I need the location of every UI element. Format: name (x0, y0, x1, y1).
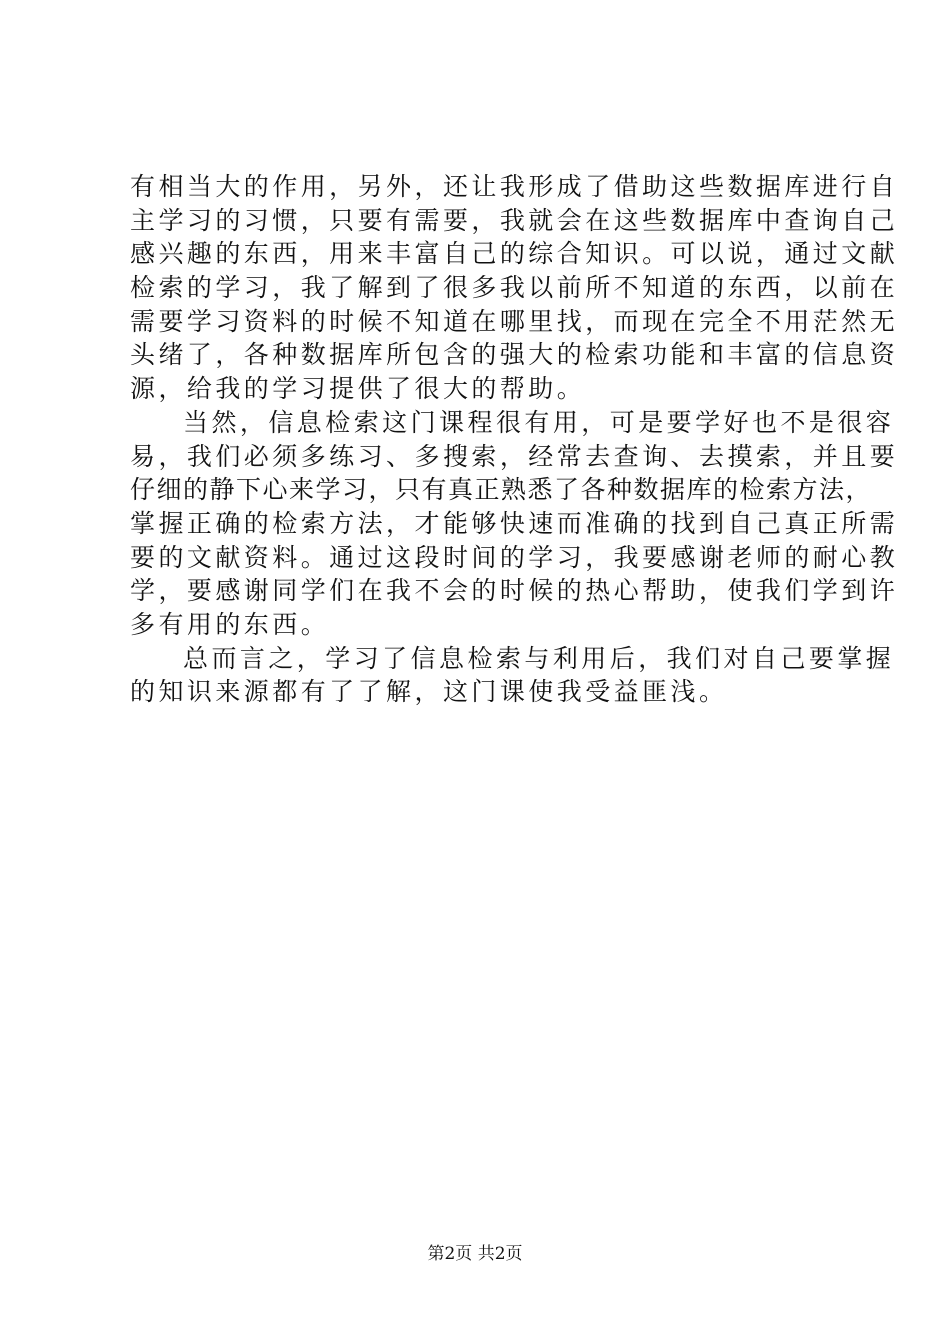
paragraph-1-line-6: 头绪了，各种数据库所包含的强大的检索功能和丰富的信息资 (130, 340, 899, 370)
paragraph-2-line-7: 多有用的东西。 (130, 609, 330, 639)
paragraph-2-line-3: 仔细的静下心来学习，只有真正熟悉了各种数据库的检索方法， (130, 475, 873, 505)
paragraph-1-line-2: 主学习的习惯，只要有需要，我就会在这些数据库中查询自己 (130, 205, 899, 235)
paragraph-2-line-4: 掌握正确的检索方法，才能够快速而准确的找到自己真正所需 (130, 508, 899, 538)
paragraph-3-line-1: 总而言之，学习了信息检索与利用后，我们对自己要掌握 (183, 643, 895, 673)
paragraph-1-line-7: 源，给我的学习提供了很大的帮助。 (130, 374, 586, 404)
paragraph-1-line-1: 有相当大的作用，另外，还让我形成了借助这些数据库进行自 (130, 172, 899, 201)
paragraph-2-line-1: 当然，信息检索这门课程很有用，可是要学好也不是很容 (183, 407, 895, 437)
paragraph-2-line-2: 易，我们必须多练习、多搜索，经常去查询、去摸索，并且要 (130, 441, 899, 471)
paragraph-3-line-2: 的知识来源都有了了解，这门课使我受益匪浅。 (130, 677, 728, 707)
paragraph-2-line-5: 要的文献资料。通过这段时间的学习，我要感谢老师的耐心教 (130, 542, 899, 572)
paragraph-2-line-6: 学，要感谢同学们在我不会的时候的热心帮助，使我们学到许 (130, 576, 899, 606)
paragraph-1-line-3: 感兴趣的东西，用来丰富自己的综合知识。可以说，通过文献 (130, 239, 899, 269)
paragraph-1-line-4: 检索的学习，我了解到了很多我以前所不知道的东西，以前在 (130, 273, 899, 303)
page-footer: 第2页 共2页 (427, 1244, 523, 1264)
paragraph-1-line-5: 需要学习资料的时候不知道在哪里找，而现在完全不用茫然无 (130, 306, 899, 336)
document-body (130, 170, 899, 709)
